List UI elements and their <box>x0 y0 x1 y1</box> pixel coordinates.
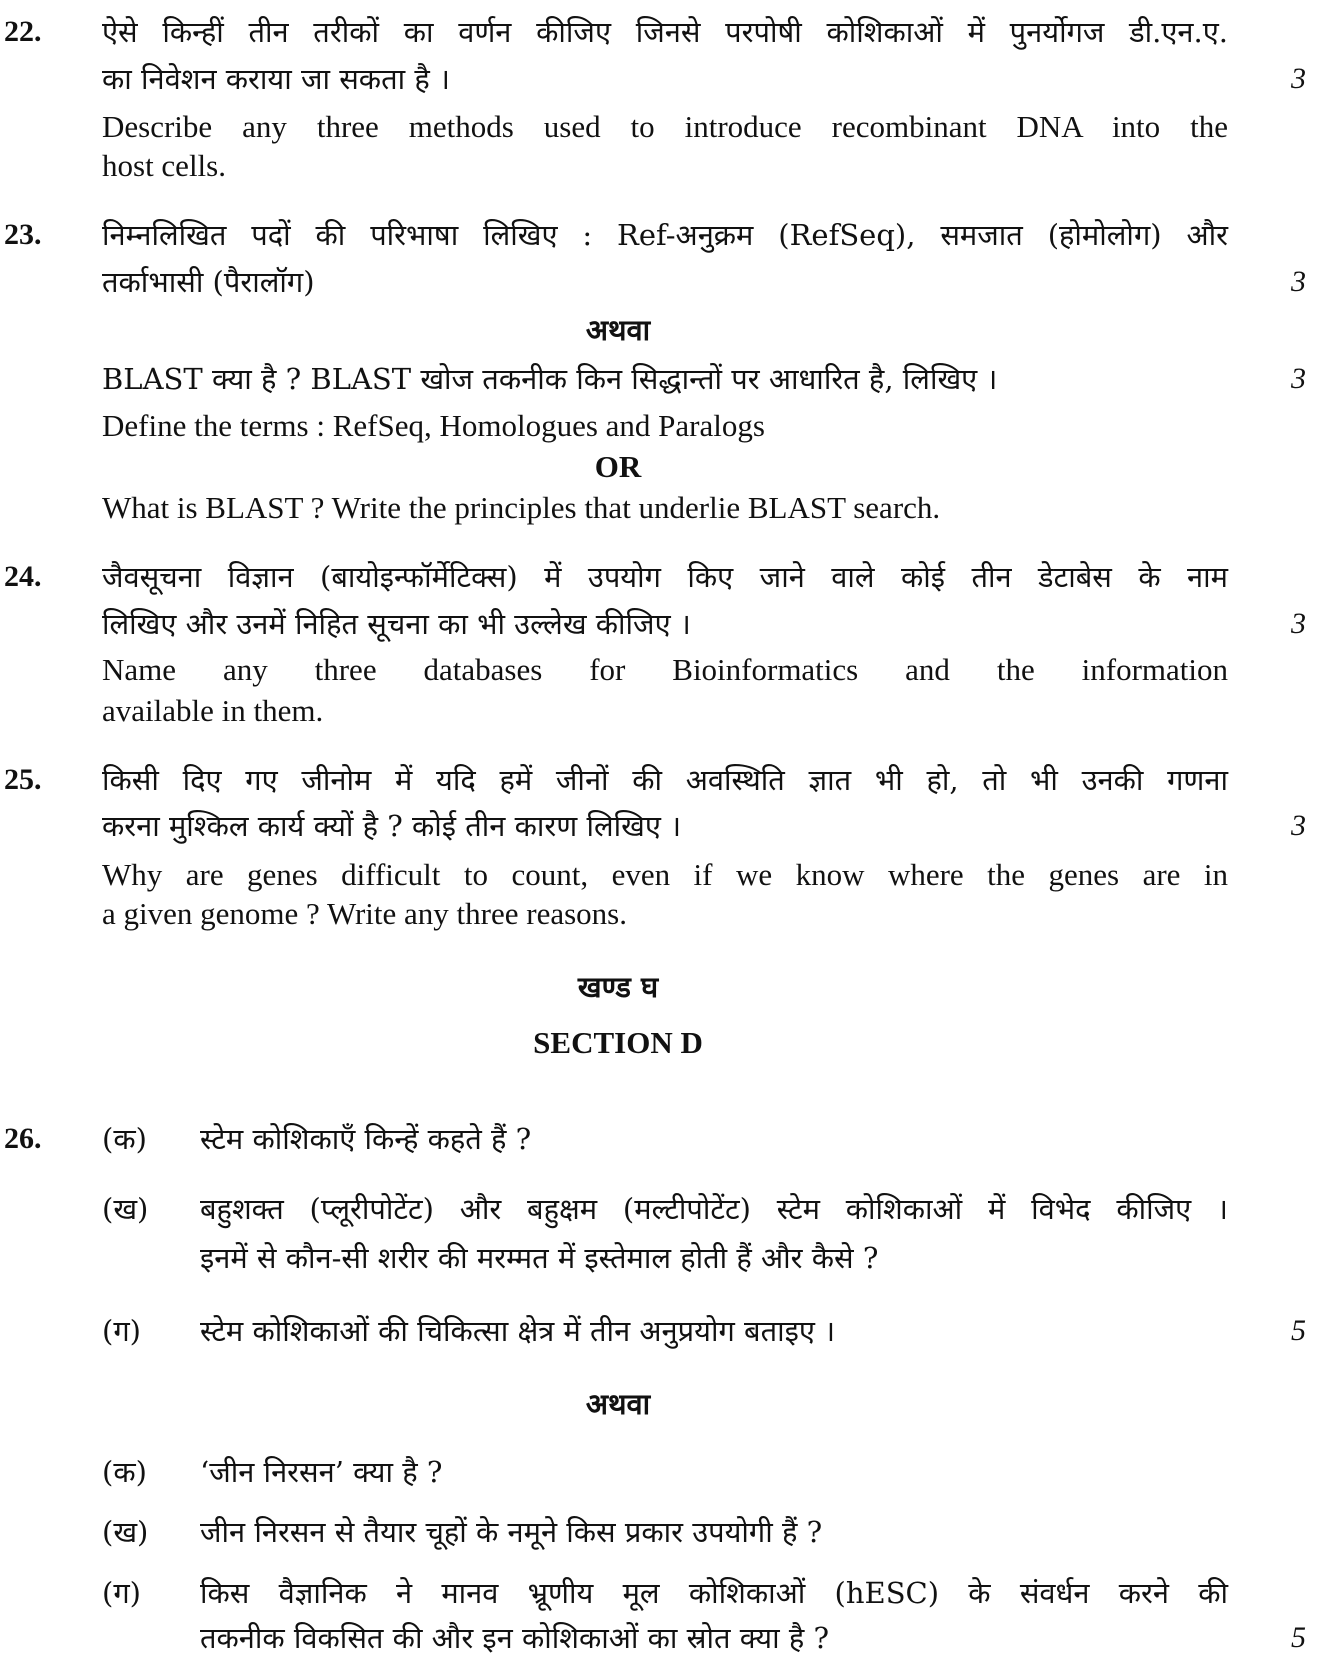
sub-text: जीन निरसन से तैयार चूहों के नमूने किस प्रकार उपयोगी हैं ? <box>200 1515 823 1549</box>
marks: 5 <box>1291 1314 1306 1347</box>
marks: 3 <box>1291 809 1306 842</box>
section-title-hindi: खण्ड घ <box>577 970 659 1004</box>
sub-text: बहुशक्त (प्लूरीपोटेंट) और बहुक्षम (मल्टीपोटेंट) स्टेम कोशिकाओं में विभेद कीजिए । <box>200 1192 1228 1226</box>
or-hindi: अथवा <box>585 1387 651 1421</box>
marks: 3 <box>1291 265 1306 298</box>
english-text: a given genome ? Write any three reasons. <box>102 896 627 931</box>
question-number: 25. <box>4 763 42 796</box>
english-text: Describe any three methods used to introduce recombinant DNA into the <box>102 109 1228 144</box>
english-text: available in them. <box>102 693 324 728</box>
sub-text: तकनीक विकसित की और इन कोशिकाओं का स्रोत क्या है ? <box>200 1621 830 1655</box>
question-number: 26. <box>4 1122 42 1155</box>
sub-text: इनमें से कौन-सी शरीर की मरम्मत में इस्तेमाल होती हैं और कैसे ? <box>200 1241 879 1275</box>
section-title-english: SECTION D <box>533 1025 703 1060</box>
hindi-text: लिखिए और उनमें निहित सूचना का भी उल्लेख कीजिए । <box>102 607 691 641</box>
sub-text: किस वैज्ञानिक ने मानव भ्रूणीय मूल कोशिकाओं (hESC) के संवर्धन करने की <box>200 1576 1228 1610</box>
sub-label: (ख) <box>102 1192 149 1226</box>
sub-label: (ख) <box>102 1515 149 1549</box>
sub-text: स्टेम कोशिकाएँ किन्हें कहते हैं ? <box>200 1122 532 1156</box>
question-number: 22. <box>4 15 42 48</box>
marks: 3 <box>1291 362 1306 395</box>
sub-text: स्टेम कोशिकाओं की चिकित्सा क्षेत्र में तीन अनुप्रयोग बताइए । <box>200 1314 836 1348</box>
english-text: host cells. <box>102 148 226 183</box>
or-english: OR <box>594 449 642 484</box>
or-hindi: अथवा <box>585 313 651 347</box>
marks: 3 <box>1291 62 1306 95</box>
english-text: Define the terms : RefSeq, Homologues and Paralogs <box>102 408 765 443</box>
sub-label: (ग) <box>102 1314 141 1348</box>
hindi-text: का निवेशन कराया जा सकता है । <box>102 62 450 96</box>
marks: 5 <box>1291 1621 1306 1654</box>
hindi-text: करना मुश्किल कार्य क्यों है ? कोई तीन कारण लिखिए । <box>102 809 682 843</box>
sub-label: (क) <box>102 1122 147 1156</box>
english-text: What is BLAST ? Write the principles that underlie BLAST search. <box>102 490 941 525</box>
hindi-text: ऐसे किन्हीं तीन तरीकों का वर्णन कीजिए जिनसे परपोषी कोशिकाओं में पुनर्योगज डी.एन.ए. <box>102 15 1228 49</box>
hindi-text: तर्काभासी (पैरालॉग) <box>102 265 315 299</box>
question-number: 23. <box>4 218 42 251</box>
english-text: Why are genes difficult to count, even if we know where the genes are in <box>102 857 1228 892</box>
hindi-text: जैवसूचना विज्ञान (बायोइन्फॉर्मेटिक्स) में उपयोग किए जाने वाले कोई तीन डेटाबेस के नाम <box>102 560 1228 594</box>
question-number: 24. <box>4 560 42 593</box>
hindi-text: निम्नलिखित पदों की परिभाषा लिखिए : Ref-अनुक्रम (RefSeq), समजात (होमोलोग) और <box>102 218 1228 252</box>
english-text: Name any three databases for Bioinformatics and the information <box>102 652 1228 687</box>
marks: 3 <box>1291 607 1306 640</box>
hindi-text: BLAST क्या है ? BLAST खोज तकनीक किन सिद्धान्तों पर आधारित है, लिखिए । <box>102 362 998 396</box>
hindi-text: किसी दिए गए जीनोम में यदि हमें जीनों की अवस्थिति ज्ञात भी हो, तो भी उनकी गणना <box>102 763 1228 797</box>
sub-label: (ग) <box>102 1576 141 1610</box>
sub-text: ‘जीन निरसन’ क्या है ? <box>200 1455 443 1489</box>
sub-label: (क) <box>102 1455 147 1489</box>
